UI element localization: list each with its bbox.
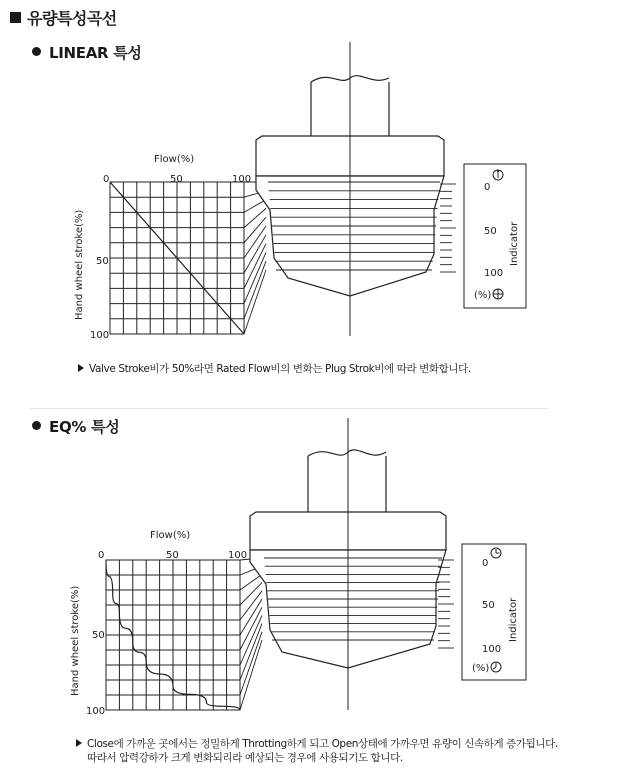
- connector-line: [244, 208, 266, 227]
- stroke-axis-label: Hand wheel stroke(%): [74, 209, 85, 320]
- eq-note-text-1: Close에 가까운 곳에서는 정밀하게 Throtting하게 되고 Open상태에 가까우면 유량이 신속하게 증가됩니다.: [87, 738, 558, 750]
- connector-line: [240, 583, 262, 605]
- flow-tick-100: 100: [232, 174, 252, 185]
- indicator-label: Indicator: [508, 597, 519, 642]
- connector-line: [244, 217, 266, 243]
- triangle-bullet-icon: [78, 364, 84, 372]
- indicator-tick-50: 50: [482, 600, 495, 611]
- indicator-tick-0: 0: [482, 558, 489, 569]
- flow-tick-50: 50: [170, 174, 183, 185]
- indicator-tick-0: 0: [484, 182, 491, 193]
- flow-axis-label: Flow(%): [154, 154, 195, 165]
- stroke-tick-100: 100: [86, 706, 106, 717]
- connector-line: [240, 607, 262, 650]
- flow-tick-50: 50: [166, 550, 179, 561]
- connector-line: [244, 252, 266, 303]
- connector-line: [240, 574, 262, 590]
- indicator-unit: (%): [474, 290, 492, 301]
- eq-note-text-2: 따라서 압력강하가 크게 변화되리라 예상되는 경우에 사용되기도 합니다.: [87, 752, 403, 764]
- linear-note-text: Valve Stroke비가 50%라면 Rated Flow비의 변화는 Plug Strok비에 따라 변화합니다.: [89, 363, 471, 375]
- connector-line: [240, 591, 262, 620]
- indicator-unit: (%): [472, 663, 490, 674]
- connector-line: [244, 200, 266, 213]
- indicator-ticks: [440, 184, 456, 272]
- indicator: [438, 544, 526, 680]
- connector-line: [240, 599, 262, 635]
- indicator-tick-50: 50: [484, 226, 497, 237]
- stroke-tick-50: 50: [92, 630, 105, 641]
- plus-circle-icon: [493, 289, 503, 299]
- eq-note-line-1: [76, 737, 558, 751]
- connector-line: [244, 261, 266, 319]
- flow-tick-100: 100: [228, 550, 248, 561]
- stroke-tick-50: 50: [96, 256, 109, 267]
- flow-tick-0: 0: [98, 550, 105, 561]
- flow-tick-0: 0: [103, 174, 110, 185]
- flow-axis-label: Flow(%): [150, 530, 191, 541]
- linear-note: [78, 362, 471, 376]
- eq-note-line-2: [76, 751, 558, 765]
- eq-diagram: [0, 416, 622, 716]
- connector-lines: [240, 558, 262, 710]
- indicator-label: Indicator: [509, 221, 520, 266]
- indicator-tick-100: 100: [484, 268, 504, 279]
- connector-line: [244, 270, 266, 334]
- page-title-text: 유량특성곡선: [27, 9, 117, 28]
- indicator: [440, 164, 526, 308]
- connector-line: [240, 640, 262, 710]
- page-title: [10, 6, 117, 29]
- connector-lines: [244, 182, 266, 334]
- section-divider: [30, 408, 548, 409]
- square-bullet-icon: [10, 12, 21, 23]
- linear-heading-text: LINEAR 특성: [49, 44, 142, 62]
- indicator-tick-100: 100: [482, 644, 502, 655]
- indicator-ticks: [438, 560, 454, 648]
- linear-diagram: [0, 40, 622, 340]
- eq-heading-text: EQ% 특성: [49, 418, 120, 436]
- connector-line: [244, 235, 266, 273]
- stroke-axis-label: Hand wheel stroke(%): [70, 585, 81, 696]
- triangle-bullet-icon: [76, 739, 82, 747]
- stroke-tick-100: 100: [90, 330, 110, 341]
- connector-line: [244, 244, 266, 289]
- eq-note: [76, 737, 558, 765]
